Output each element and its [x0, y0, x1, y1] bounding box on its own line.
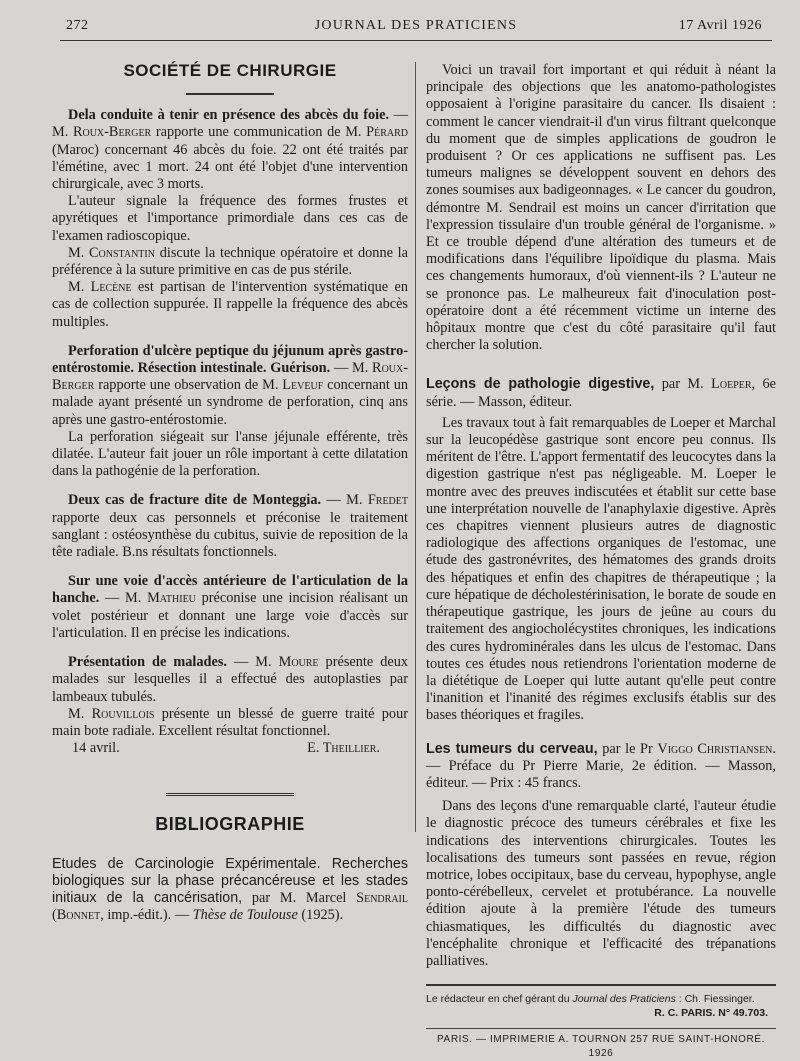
title-rule: [186, 93, 274, 95]
person-name: Rouvillois: [91, 705, 155, 722]
signature-author: E. Theillier.: [307, 740, 380, 757]
section-title-bibliographie: BIBLIOGRAPHIE: [155, 814, 305, 835]
book-author: Sendrail: [356, 889, 408, 906]
review-christiansen: Dans des leçons d'une remarquable clarté, l'auteur étudie le diagnostic précoce des tumeurs cérébrales et fixe les indications des interventions chirurgicales. Toutes les localisations des tumeurs sont passées en revue, région motrice, lobes occipitaux, base du cerveau, hypophyse, angle ponto-cérébelleux, cervelet et protubérance. La nouvelle édition ajoute à la première l'étude des tumeurs chiasmatiques, les difficultés du diagnostic avec l'encéphalite chronique et l'efficacité des trépanations palliatives.: [426, 798, 776, 969]
paragraph: M. Constantin discute la technique opératoire et donne la préférence à la suture primitive en cas de pus stérile.: [52, 244, 408, 279]
paragraph: La perforation siégeait sur l'anse jéjunale efférente, très dilatée. L'auteur fait jouer un rôle important à cette dilatation dans la pathogénie de la perforation.: [52, 428, 408, 480]
page-number: 272: [66, 18, 89, 33]
review-sendrail: Voici un travail fort important et qui réduit à néant la principale des objections que les anatomo-pathologistes opposaient à l'origine parasitaire du cancer. Ils disaient : comment le cancer viendrait-il d'un virus filtrant quelconque du moment que de simples applications de goudron le produisent ? Or ces applications ne suffisent pas. Les tumeurs malignes se développent souvent en dehors des zones soumises aux badigeonnages. « Le cancer du goudron, démontre M. Sendrail est moins un cancer d'irritation que l'expression tissulaire d'un trouble général de l'organisme. » Et ce trouble dépend d'une altération des tumeurs et de modifications dans l'équilibre lipoïdique du plasma. Mais ces changements humoraux, d'où viennent-ils ? L'auteur ne se prononce pas. Le malheureux fait d'inoculation post-opératoire dont a été récemment victime un interne des hôpitaux montre que c'est du côté parasitaire qu'il faut chercher la solution.: [426, 62, 776, 354]
footer-rule: [426, 984, 776, 986]
paragraph: L'auteur signale la fréquence des formes frustes et apyrétiques et l'importance primordiale dans ces cas de l'examen radioscopique.: [52, 193, 408, 244]
person-name: Mathieu: [147, 590, 196, 607]
person-name: Constantin: [89, 244, 155, 261]
article-monteggia: Deux cas de fracture dite de Monteggia. — M. Fredet rapporte deux cas personnels et préconise le traitement sanglant : ostéosynthèse du cubitus, suivie de reposition de la tête radiale. B.ns résultats fonctionnels.: [52, 492, 408, 561]
signature-line: [52, 740, 408, 757]
footer-registry: R. C. PARIS. N° 49.703.: [654, 1007, 768, 1020]
right-column: [426, 62, 776, 1061]
journal-title: JOURNAL DES PRATICIENS: [314, 18, 518, 33]
person-name: Pérard: [366, 124, 408, 141]
book-title: Leçons de pathologie digestive,: [426, 376, 655, 393]
book-author: Viggo Christiansen: [657, 740, 773, 757]
person-name: Roux-Berger: [72, 124, 152, 141]
person-name: Moure: [278, 654, 319, 671]
person-name: Lecène: [90, 279, 132, 296]
column-divider: [415, 62, 416, 832]
footer-printer: PARIS. — IMPRIMERIE A. TOURNON 257 RUE SAINT-HONORÉ. 1926: [437, 1034, 765, 1060]
biblio-entry: Etudes de Carcinologie Expérimentale. Recherches biologiques sur la phase précancéreuse et les stades initiaux de la cancérisation, par M. Marcel Sendrail (Bonnet, imp.-édit.). — Thèse de Toulouse (1925).: [52, 855, 408, 924]
biblio-entry-loeper: Leçons de pathologie digestive, par M. Loeper, 6e série. — Masson, éditeur.: [426, 376, 776, 410]
issue-date: 17 Avril 1926: [678, 18, 762, 33]
thesis-label: Thèse de Toulouse: [192, 907, 298, 924]
article-title: Sur une voie d'accès antérieure de l'articulation de la hanche.: [52, 573, 408, 607]
signature-date: 14 avril.: [72, 740, 120, 757]
left-column: [52, 62, 408, 924]
person-name: Leveuf: [282, 377, 324, 394]
biblio-entry-christiansen: Les tumeurs du cerveau, par le Pr Viggo Christiansen. — Préface du Pr Pierre Marie, 2e édition. — Masson, éditeur. — Prix : 45 francs.: [426, 740, 776, 791]
running-header: [60, 18, 772, 38]
article-presentation-malades: Présentation de malades. — M. Moure présente deux malades sur lesquelles il a effectué des autoplasties par lambeaux tubulés.: [52, 654, 408, 705]
article-abces-du-foie: Dela conduite à tenir en présence des abcès du foie. — M. Roux-Berger rapporte une communication de M. Pérard (Maroc) concernant 46 abcès du foie. 22 ont été traités par l'émétine, avec 1 mort. 24 ont été l'objet d'une intervention chirurgicale, avec 3 morts.: [52, 107, 409, 193]
article-title: Perforation d'ulcère peptique du jéjunum après gastro-entérostomie. Résection intestinale. Guérison.: [52, 342, 408, 377]
article-title: Présentation de malades.: [68, 654, 227, 671]
footer-editor-line: Le rédacteur en chef gérant du Journal des Praticiens : Ch. Fiessinger.: [426, 993, 755, 1006]
header-rule: [60, 40, 772, 41]
person-name: Fredet: [367, 492, 408, 509]
book-title: Etudes de Carcinologie Expérimentale. Recherches biologiques sur la phase précancéreuse et les stades initiaux de la cancérisation,: [52, 855, 408, 906]
article-perforation-ulcere: Perforation d'ulcère peptique du jéjunum après gastro-entérostomie. Résection intestinale. Guérison. — M. Roux-Berger rapporte une observation de M. Leveuf concernant un malade ayant présenté un syndrome de perforation, cinq ans après une gastro-entérostomie.: [52, 342, 409, 428]
section-title: SOCIÉTÉ DE CHIRURGIE: [123, 61, 337, 80]
article-title: Deux cas de fracture dite de Monteggia.: [68, 492, 322, 509]
publisher: Bonnet: [56, 907, 101, 924]
book-author: Loeper: [711, 376, 752, 393]
paragraph: M. Rouvillois présente un blessé de guerre traité pour main bote radiale. Excellent résultat fonctionnel.: [52, 705, 408, 739]
paragraph: M. Lecène est partisan de l'intervention systématique en cas de collection suppurée. Il rappelle la fréquence des abcès multiples.: [52, 279, 408, 330]
imprint-footer: [426, 992, 776, 1061]
article-title: Dela conduite à tenir en présence des abcès du foie.: [68, 107, 390, 124]
person-name: Roux-Berger: [52, 360, 408, 394]
section-rule: [166, 793, 294, 798]
book-title: Les tumeurs du cerveau,: [426, 740, 598, 757]
article-hanche: Sur une voie d'accès antérieure de l'articulation de la hanche. — M. Mathieu préconise une incision réalisant un volet postérieur et donnant une large voie d'accès sur l'articulation. Il en précise les indications.: [52, 573, 408, 641]
footer-rule-thin: [426, 1028, 776, 1029]
review-loeper: Les travaux tout à fait remarquables de Loeper et Marchal sur la leucopédèse gastrique sont encore peu connus. Ils méritent de l'être. L'apport fermentatif des leucocytes dans la digestion gastrique n'est pas négligeable. M. Loeper le montre avec des preuves indiscutées et établit sur cette base une interprétation nouvelle de l'anaphylaxie digestive. Après ces chapitres viennent plusieurs autres de diagnostic radiologique des affections organiques de l'estomac, une étude des gastronévrites, des hématomes des grands droits des hépatiques et enfin des chapitres de thérapeutique ; la cure hépatique de décholestérinisation, le borate de soude en thérapeutique gastrique, les jours de jeûne au cours du traitement des angiocholécystites chroniques, les indications des cures hydrominérales dans les ulcus de l'estomac. Dans toutes ces études nous retiendrons l'orientation moderne de la diététique de Loeper qui lutte autant qu'elle peut contre l'inanition et l'inanité des régimes exclusifs établis sur des bases théoriques et fragiles.: [426, 414, 776, 724]
